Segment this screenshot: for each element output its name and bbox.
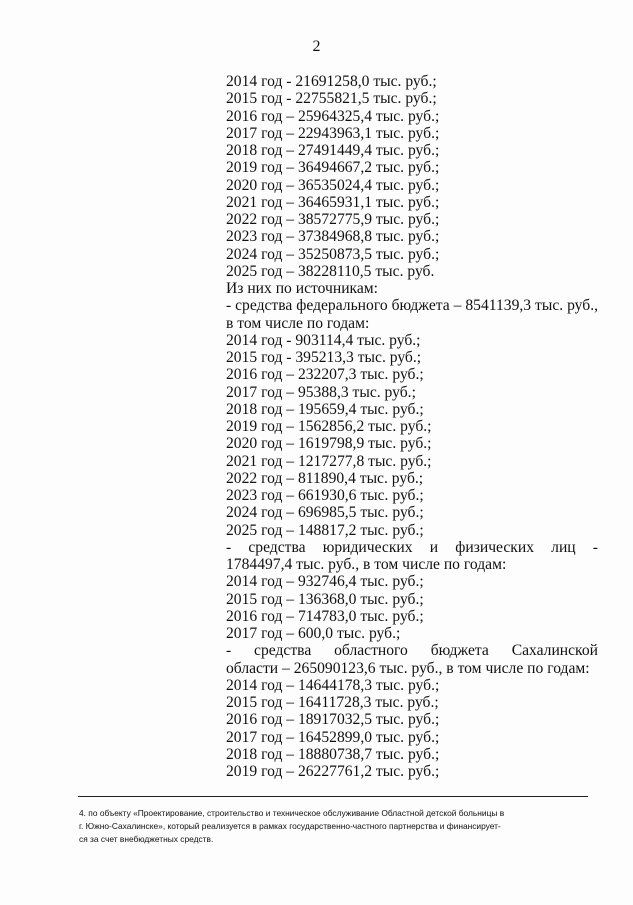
text-line: 2018 год – 27491449,4 тыс. руб.; [226, 142, 440, 159]
text-line: области – 265090123,6 тыс. руб., в том числе по годам: [226, 659, 590, 677]
text-line: 2019 год – 1562856,2 тыс. руб.; [226, 418, 432, 435]
text-line: 2017 год – 600,0 тыс. руб.; [226, 625, 401, 642]
text-line: 2024 год – 35250873,5 тыс. руб.; [226, 245, 440, 263]
text-line: 2015 год – 136368,0 тыс. руб.; [226, 590, 424, 608]
text-line: 2019 год – 26227761,2 тыс. руб.; [226, 763, 440, 780]
text-line: 2014 год - 903114,4 тыс. руб.; [226, 331, 421, 349]
text-line: 2023 год – 661930,6 тыс. руб.; [226, 487, 424, 504]
text-line: 2021 год – 36465931,1 тыс. руб.; [226, 193, 440, 211]
text-line: 2019 год – 36494667,2 тыс. руб.; [226, 159, 440, 177]
footnote-line: ся за счет внебюджетных средств. [79, 834, 214, 844]
text-line: 1784497,4 тыс. руб., в том числе по годам: [226, 556, 507, 573]
text-line: 2015 год - 22755821,5 тыс. руб.; [226, 90, 437, 108]
footnote-divider [78, 796, 588, 797]
footnote [79, 807, 589, 846]
text-line: 2017 год – 22943963,1 тыс. руб.; [226, 124, 440, 142]
footnote-line: г. Южно-Сахалинске», который реализуется в рамках государственно-частного партнерства и финансирует- [79, 821, 501, 831]
text-line: 2017 год – 16452899,0 тыс. руб.; [226, 728, 440, 746]
text-line: 2023 год – 37384968,8 тыс. руб.; [226, 228, 440, 246]
text-line: 2015 год – 16411728,3 тыс. руб.; [226, 694, 439, 711]
text-line: 2016 год – 232207,3 тыс. руб.; [226, 366, 424, 384]
body-text [226, 73, 598, 780]
text-line: 2016 год – 18917032,5 тыс. руб.; [226, 711, 440, 729]
text-line: - средства юридических и физических лиц - [226, 538, 598, 556]
text-line: 2018 год – 195659,4 тыс. руб.; [226, 400, 424, 418]
text-line: 2015 год - 395213,3 тыс. руб.; [226, 349, 422, 366]
text-line: 2017 год – 95388,3 тыс. руб.; [226, 383, 416, 401]
text-line: 2016 год – 714783,0 тыс. руб.; [226, 607, 424, 625]
text-line: 2016 год – 25964325,4 тыс. руб.; [226, 107, 440, 125]
text-line: 2014 год – 14644178,3 тыс. руб.; [226, 676, 440, 694]
text-line: 2014 год – 932746,4 тыс. руб.; [226, 573, 424, 591]
text-line: - средства федерального бюджета – 8541139,3 тыс. руб., [226, 297, 598, 315]
text-line: 2014 год - 21691258,0 тыс. руб.; [226, 73, 437, 90]
text-line: 2020 год – 1619798,9 тыс. руб.; [226, 435, 432, 453]
text-line: 2024 год – 696985,5 тыс. руб.; [226, 504, 424, 522]
text-line: 2025 год – 38228110,5 тыс. руб. [226, 262, 435, 280]
footnote-line: 4. по объекту «Проектирование, строительство и техническое обслуживание Областной детской больницы в [79, 808, 505, 818]
text-line: 2022 год – 38572775,9 тыс. руб.; [226, 211, 440, 228]
text-line: 2021 год – 1217277,8 тыс. руб.; [226, 452, 432, 470]
text-line: 2025 год – 148817,2 тыс. руб.; [226, 521, 424, 539]
text-line: в том числе по годам: [226, 314, 370, 332]
text-line: - средства областного бюджета Сахалинской [226, 642, 598, 660]
text-line: 2022 год – 811890,4 тыс. руб.; [226, 469, 424, 487]
text-line: 2020 год – 36535024,4 тыс. руб.; [226, 176, 440, 194]
text-line: 2018 год – 18880738,7 тыс. руб.; [226, 745, 440, 763]
text-line: Из них по источникам: [226, 280, 379, 297]
page-number: 2 [312, 38, 321, 55]
